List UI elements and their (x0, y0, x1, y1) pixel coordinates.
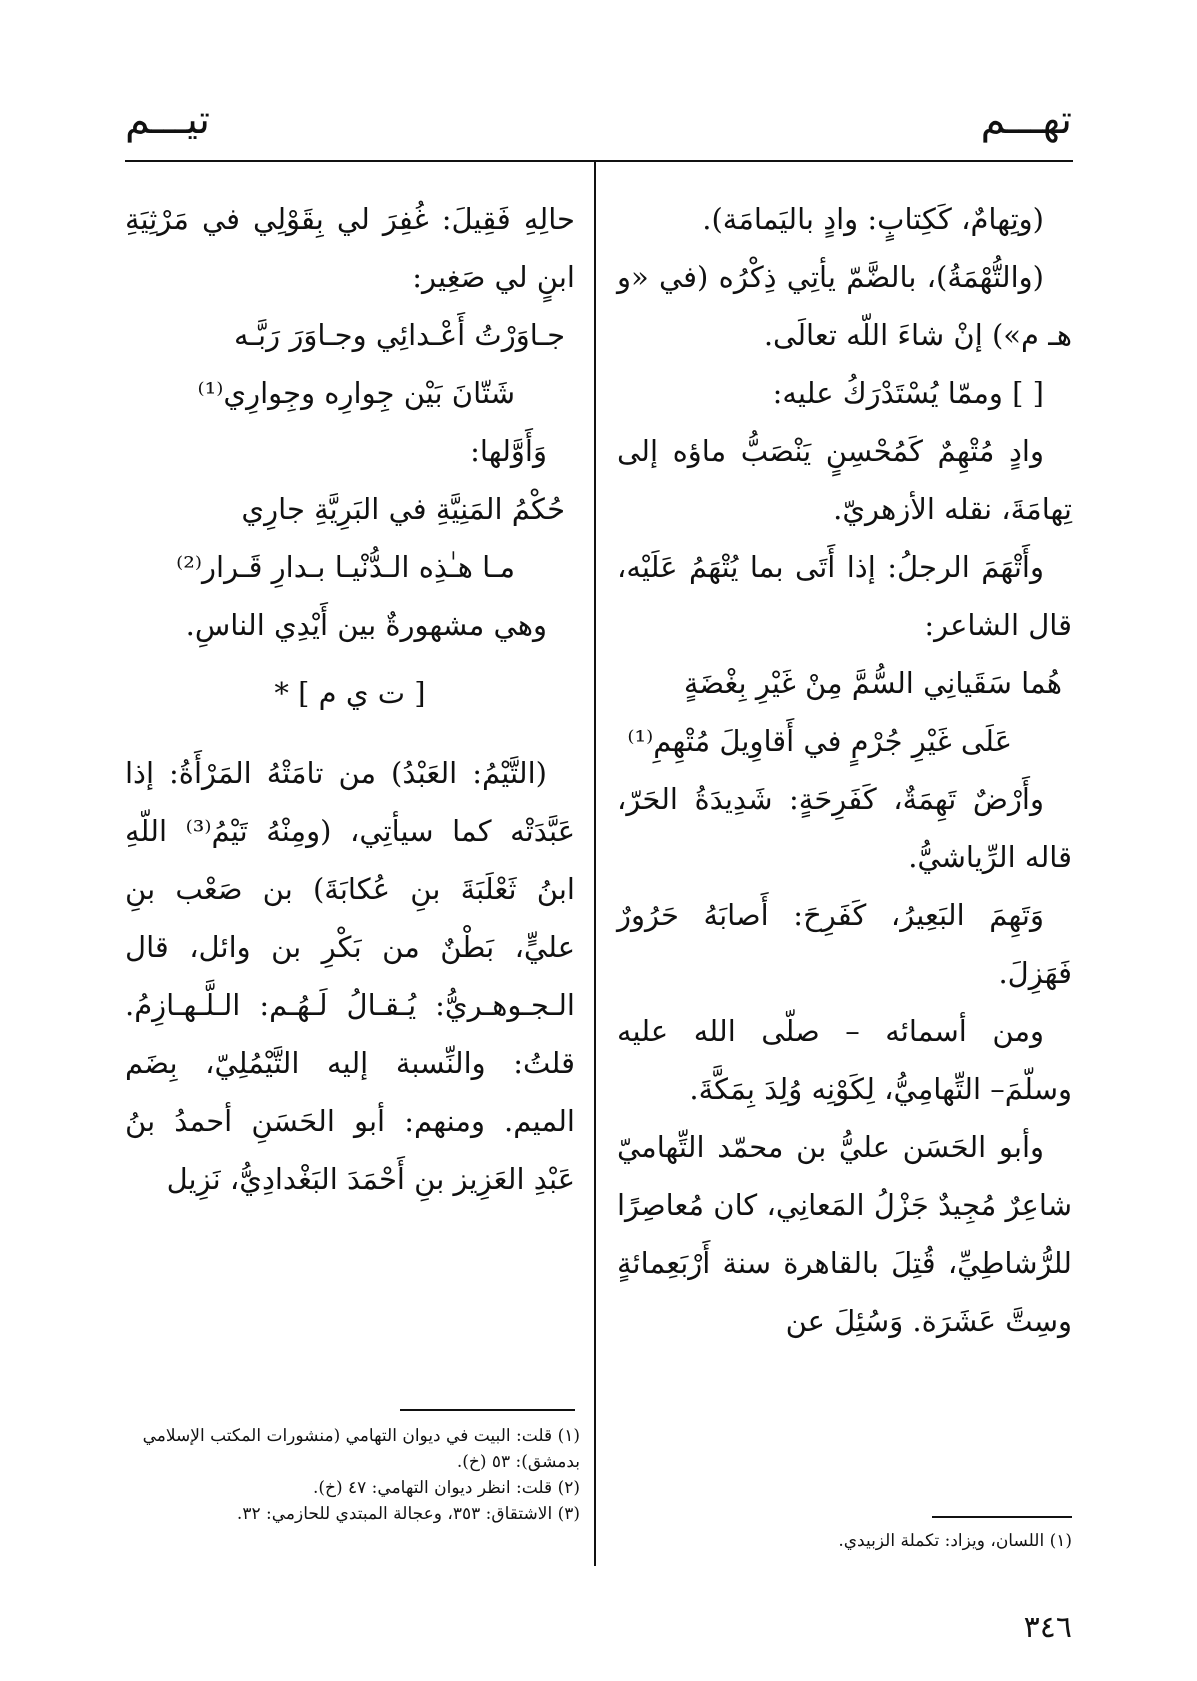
header-root-left: تيـــم (125, 97, 210, 143)
footnotes-right (617, 1528, 1072, 1554)
column-divider (594, 162, 596, 1566)
footnote: (١) قلت: البيت في ديوان التهامي (منشورات المكتب الإسلامي بدمشق): ٥٣ (خ). (142, 1426, 580, 1472)
entry-line: وادٍ مُتْهِمٌ كَمُحْسِنٍ يَنْصَبُّ ماؤه إلى تِهامَةَ، نقله الأزهريّ. (617, 434, 1072, 526)
footnote: (١) اللسان، ويزاد: تكملة الزبيدي. (838, 1531, 1072, 1551)
entry-line: (والتُّهْمَةُ)، بالضَّمّ يأتِي ذِكْرُه (في «و هـ م») إنْ شاءَ اللّه تعالَى. (617, 260, 1072, 352)
entry-line: وأَرْضٌ تَهِمَةٌ، كَفَرِحَةٍ: شَدِيدَةُ الحَرّ، قاله الرِّياشيُّ. (617, 782, 1072, 874)
footnotes-left (125, 1423, 580, 1527)
verse-line: هُما سَقَيانِي السُّمَّ مِنْ غَيْرِ بِغْضَةٍ (683, 666, 1062, 700)
entry-line: [ ] وممّا يُسْتَدْرَكُ عليه: (772, 376, 1044, 410)
header-rule (125, 160, 1073, 162)
verse-line: شَتّانَ بَيْن جِوارِه وجِوارِي⁽¹⁾ (197, 376, 515, 410)
verse-line: عَلَى غَيْرِ جُرْمٍ في أَقاوِيلَ مُتْهِمِ⁽¹⁾ (627, 724, 1012, 758)
entry-line: وَأَوَّلها: (470, 434, 547, 468)
footnote: (٣) الاشتقاق: ٣٥٣، وعجالة المبتدي للحازمي: ٣٢. (236, 1504, 580, 1524)
verse-line: جـاوَرْتُ أَعْـدائِي وجـاوَرَ رَبَّـه (234, 318, 565, 352)
entry-line: (وتِهامٌ، كَكِتابٍ: وادٍ باليَمامَة). (702, 202, 1044, 236)
entry-line: وأَتْهَمَ الرجلُ: إذا أَتَى بما يُتْهَمُ عَلَيْه، قال الشاعر: (617, 550, 1072, 642)
right-column (617, 190, 1072, 1350)
entry-line: ومن أسمائه – صلّى الله عليه وسلّمَ– التِّهامِيُّ، لِكَوْنِه وُلِدَ بِمَكَّةَ. (617, 1014, 1072, 1106)
footnote-rule-left (400, 1409, 575, 1411)
verse-line: مـا هـٰذِه الـدُّنْيـا بـدارِ قَـرار⁽²⁾ (176, 550, 515, 584)
verse-line: حُكْمُ المَنِيَّةِ في البَرِيَّةِ جارِي (241, 492, 565, 526)
header-root-right: تهـــم (980, 97, 1072, 143)
footnote-rule-right (932, 1516, 1072, 1518)
entry-line: حالِهِ فَقِيلَ: غُفِرَ لي بِقَوْلِي في مَرْثِيَةِ ابنٍ لي صَغِير: (125, 202, 575, 294)
entry-line: وَتَهِمَ البَعِيرُ، كَفَرِحَ: أَصابَهُ حَرُورٌ فَهَزِلَ. (617, 898, 1072, 990)
footnote: (٢) قلت: انظر ديوان التهامي: ٤٧ (خ). (312, 1478, 580, 1498)
entry-line: وهي مشهورةٌ بين أَيْدِي الناسِ. (185, 608, 547, 642)
entry-line: (التَّيْمُ: العَبْدُ) من تامَتْهُ المَرْأَةُ: إذا عَبَّدَتْه كما سيأتِي، (ومِنْهُ تَيْمُ⁽³⁾ اللّهِ ابنُ ثَعْلَبَةَ بنِ عُكابَةَ) بن صَعْب بنِ عليٍّ، بَطْنٌ من بَكْرِ بن وائل، قال الـجـوهـريُّ: يُـقـالُ لَـهُـم: الـلَّـهـازِمُ. قلتُ: والنِّسبة إليه التَّيْمُلِيّ، بِضَم الميم. ومنهم: أبو الحَسَنِ أحمدُ بنُ عَبْدِ العَزِيز بنِ أَحْمَدَ البَغْدادِيُّ، نَزِيل (125, 756, 575, 1196)
left-column (125, 190, 575, 1208)
entry-line: وأبو الحَسَن عليُّ بن محمّد التِّهاميّ شاعِرٌ مُجِيدٌ جَزْلُ المَعانِي، كان مُعاصِرًا للرُّشاطِيِّ، قُتِلَ بالقاهرة سنة أَرْبَعِمائةٍ وسِتَّ عَشَرَة. وَسُئِلَ عن (617, 1130, 1072, 1338)
root-heading: [ ت ي م ] * (274, 676, 426, 710)
page-number: ٣٤٦ (1023, 1610, 1072, 1645)
